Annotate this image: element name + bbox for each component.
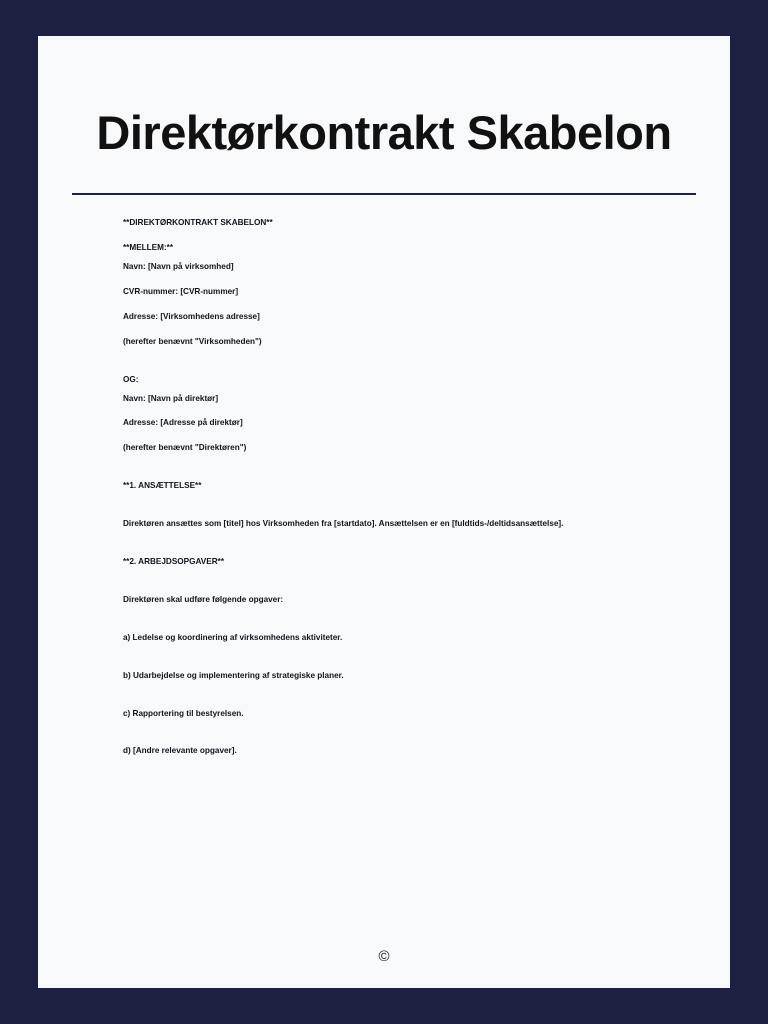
document-paragraph: Direktøren ansættes som [titel] hos Virksomheden fra [startdato]. Ansættelsen er en [fuldtids-/deltidsansættelse]. [123,519,564,529]
document-paragraph: Adresse: [Virksomhedens adresse] [123,311,260,321]
document-list-item: b) Udarbejdelse og implementering af strategiske planer. [123,670,344,680]
page-footer [38,949,730,964]
document-page [38,36,730,988]
document-paragraph: **DIREKTØRKONTRAKT SKABELON** [123,218,273,228]
document-paragraph: (herefter benævnt "Virksomheden") [123,336,262,346]
document-paragraph: **MELLEM:** [123,243,174,253]
document-section-heading: **2. ARBEJDSOPGAVER** [123,557,225,567]
document-paragraph: Direktøren skal udføre følgende opgaver: [123,594,284,604]
page-title: Direktørkontrakt Skabelon [96,106,672,159]
document-paragraph: OG: [123,374,139,384]
document-body [38,195,730,757]
document-paragraph: CVR-nummer: [CVR-nummer] [123,287,239,297]
document-paragraph: Adresse: [Adresse på direktør] [123,418,243,428]
document-section-heading: **1. ANSÆTTELSE** [123,481,202,491]
copyright-icon: © [378,948,390,965]
document-list-item: d) [Andre relevante opgaver]. [123,746,237,756]
document-paragraph: Navn: [Navn på direktør] [123,393,219,403]
document-paragraph: (herefter benævnt "Direktøren") [123,443,247,453]
document-list-item: c) Rapportering til bestyrelsen. [123,708,244,718]
document-list-item: a) Ledelse og koordinering af virksomhedens aktiviteter. [123,632,343,642]
document-paragraph: Navn: [Navn på virksomhed] [123,262,234,272]
